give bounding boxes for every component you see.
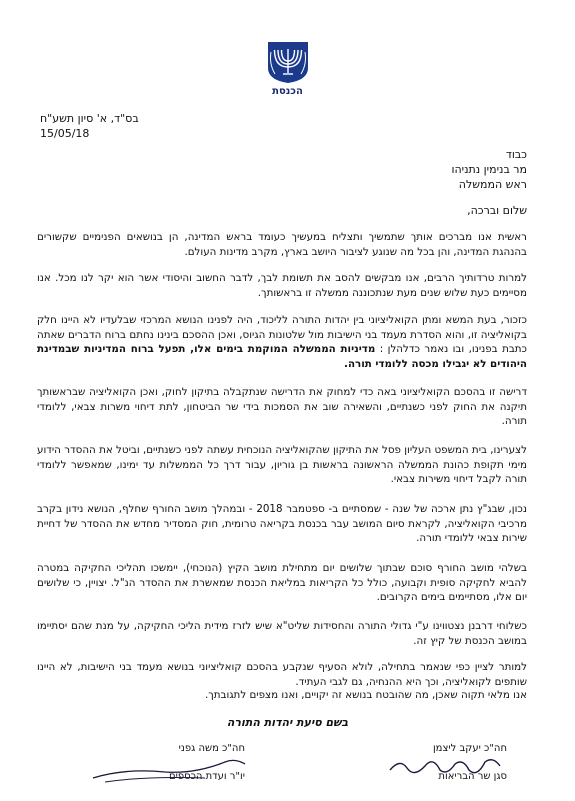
org-name: הכנסת bbox=[272, 86, 303, 97]
signoff: בשם סיעת יהדות התורה bbox=[226, 716, 349, 729]
menorah-emblem-icon bbox=[265, 40, 311, 84]
paragraph-9: למותר לציין כפי שנאמר בתחילה, לולא הסעיף שנקבע בהסכם קואליציוני בנושא מעמד בני הישיבות, לא היינו שותפים לקואליציה, וכך היא ההנחיה, גם לגבי העתיד. bbox=[37, 661, 527, 688]
signature-name: חה"כ משה גפני bbox=[178, 743, 245, 754]
gregorian-date: 15/05/18 bbox=[40, 127, 90, 140]
recipient-name: מר בנימין נתניהו bbox=[451, 163, 527, 176]
paragraph-8: כשלוחי דרבנן נצטווינו ע"י גדולי התורה והחסידות שליט"א שיש לזרז מידית הליכי החקיקה, על מנת שהם יסתיימו במושב הכנסת של קיץ זה. bbox=[37, 620, 527, 647]
recipient-title: ראש הממשלה bbox=[458, 178, 527, 191]
paragraph-5: לצערינו, בית המשפט העליון פסל את התיקון שהקואליציה הנוכחית עשתה לפני כשנתיים, וביטל את ההסדר הידוע מימי תקופת כהונת הממשלה הראשונה בראשות בן גוריון, עבור דרך כל הממשלות עד ימינו, שמאפשר ללומדי תורה לקבל דיחוי משירות צבאי. bbox=[37, 444, 527, 485]
recipient-block bbox=[227, 147, 527, 192]
paragraph-3-bold: מדיניות הממשלה המוקמת בימים אלו, תפעל ברוח המדיניות שבמדינת היהודים לא יגבילו מכסה ללומדי תורה. bbox=[37, 343, 527, 370]
paragraph-3 bbox=[37, 313, 527, 371]
date-block bbox=[40, 111, 180, 141]
signature-block-litzman bbox=[357, 742, 507, 784]
hebrew-date: בס"ד, א' סיון תשע"ח bbox=[40, 112, 139, 125]
paragraph-7: בשלהי מושב החורף סוכם שבתוך שלושים יום מתחילת מושב הקיץ (הנוכחי), יימשכו תהליכי החקיקה במטרה להביא לחקיקה סופית וקבועה, כולל כל הקריאות במליאת הכנסת שמאשרת את ההסדר הנ"ל. יצויין, כי שלושים יום אלו, מסתיימים בימים הקרובים. bbox=[37, 562, 527, 603]
signature-block-gafni bbox=[95, 742, 245, 784]
paragraph-10: אנו מלאי תקוה שאכן, מה שהובטח בנושא זה יקויים, ואנו מצפים לתגובתך. bbox=[204, 689, 527, 701]
paragraph-4: דרישה זו בהסכם הקואליציוני באה כדי למחוק את הדרישה שנתקבלה בתיקון לחוק, ואכן הקואליציה שבראשותך תיקנה את החוק לפני כשנתיים, והשאירה שוב את הסמכות בידי שר הביטחון, לתת דיחוי משרות צבאי, ללומדי תורה. bbox=[37, 386, 527, 427]
signature-name: חה"כ יעקב ליצמן bbox=[432, 743, 507, 754]
paragraph-6: נכון, שבג"ץ נתן ארכה של שנה - שמסתיים ב- ספטמבר 2018 - ובמהלך מושב החורף שחלף, הנושא נידון בקרב מרכיבי הקואליציה, לקראת סיום המושב עבר בכנסת בקריאה טרומית, חוק המסדיר מחדש את ההסדר של דחיית שירות צבאי ללומדי תורה. bbox=[37, 503, 527, 544]
paragraph-1: ראשית אנו מברכים אותך שתמשיך ותצליח במעשיך כעומד בראש המדינה, הן בנושאים הפנימיים שקשורים בהנהגת המדינה, והן בכל מה שנוגע לציבור היושב בארץ, מקרב מדינות העולם. bbox=[37, 231, 527, 258]
signature-role: סגן שר הבריאות bbox=[438, 771, 507, 782]
paragraph-2: למרות טרדותיך הרבים, אנו מבקשים להסב את תשומת לבך, לדבר החשוב והיסודי אשר הוא יקר לנו מכל. אנו מסיימים כעת שלוש שנים מעת שנתכוננה ממשלה זו בראשותך. bbox=[37, 272, 527, 299]
paragraph-3-text: כזכור, בעת המשא ומתן הקואליציוני בין יהדות התורה לליכוד, היה לפנינו הנושא המרכזי שבלעדיו לא היינו חלק בקואליציה זו, והוא הסדרת מעמד בני הישיבות מול שלטונות הגיוס, ואכן ההסכם בינינו נחתם ברוח הדברים שאתה כתבת בפנינו, ובו נאמר כדלהלן : bbox=[37, 314, 528, 355]
signature-role: יו"ר ועדת הכספים bbox=[168, 771, 245, 782]
recipient-honorific: כבוד bbox=[505, 148, 527, 161]
greeting: שלום וברכה, bbox=[467, 204, 527, 217]
